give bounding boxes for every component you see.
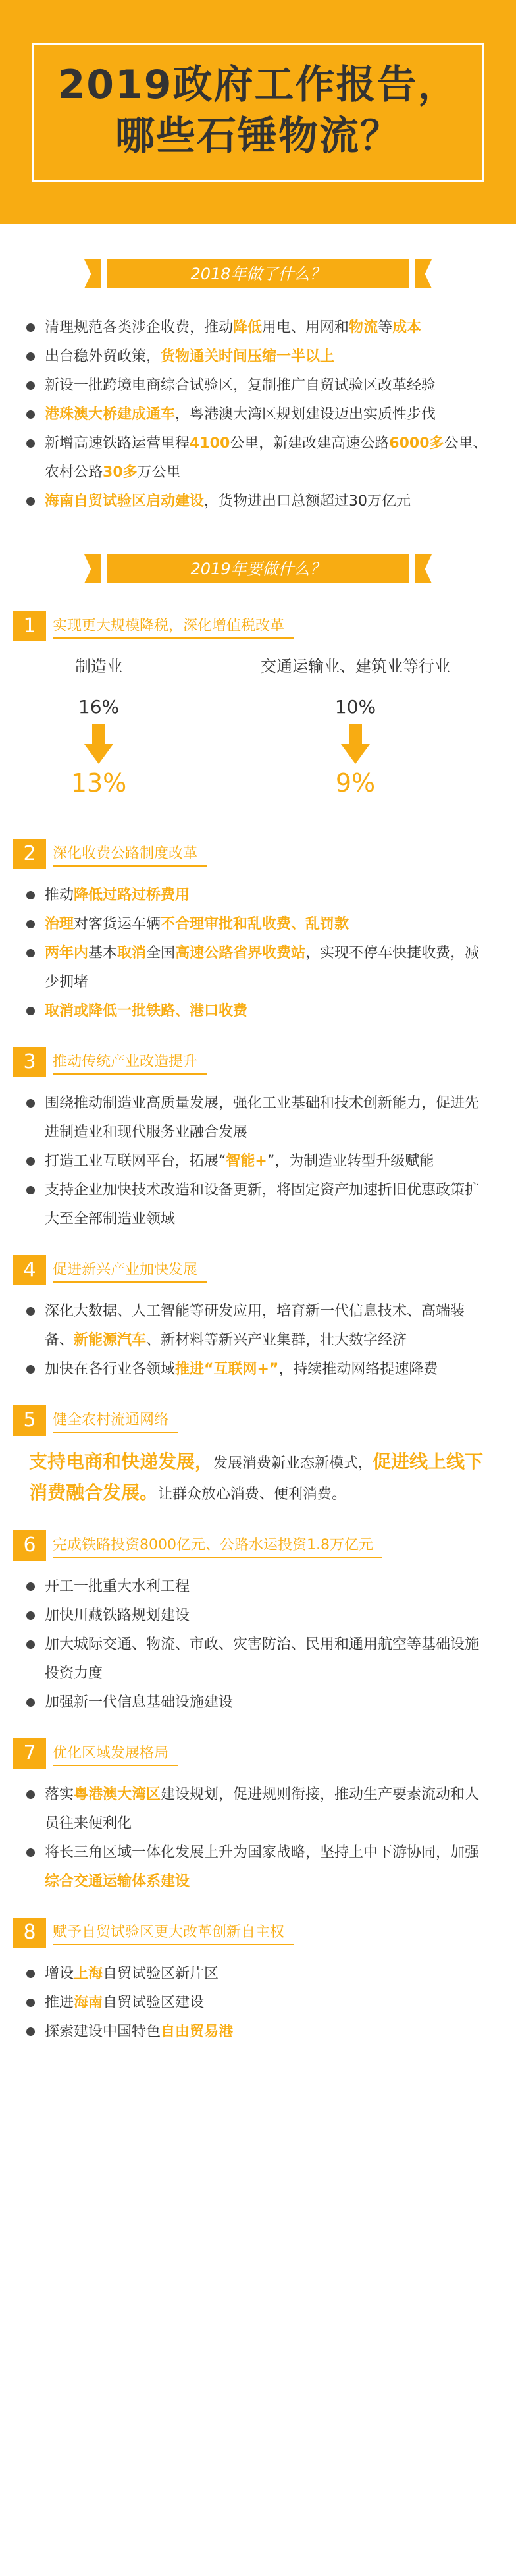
title-line-1: 2019政府工作报告， bbox=[57, 62, 459, 108]
section-title: 健全农村流通网络 bbox=[53, 1408, 178, 1433]
section-title: 赋予自贸试验区更大改革创新自主权 bbox=[53, 1920, 294, 1945]
list-item bbox=[24, 1838, 490, 1896]
section-header bbox=[13, 1918, 516, 1948]
body-text: 探索建设中国特色 bbox=[45, 2024, 161, 2040]
body-text: 深化大数据、人工智能等研发应用，培育新一代信息技术、高端装备、 bbox=[45, 1303, 465, 1349]
section-header bbox=[13, 839, 516, 869]
tax-rate-after: 9% bbox=[335, 768, 376, 797]
body-text: 等 bbox=[378, 319, 393, 336]
bullet-icon bbox=[26, 323, 35, 332]
highlight-text: 促进线上线下消费融合发展。 bbox=[29, 1451, 484, 1503]
body-text: 将长三角区域一体化发展上升为国家战略，坚持上中下游协同，加强 bbox=[45, 1844, 480, 1861]
body-text: 自贸试验区新片区 bbox=[103, 1966, 219, 1982]
bullet-icon bbox=[26, 1848, 35, 1857]
body-text: 加快在各行业各领域 bbox=[45, 1361, 176, 1378]
list-item bbox=[24, 342, 490, 371]
section-header bbox=[13, 611, 516, 641]
highlight-text: 上海 bbox=[74, 1966, 103, 1982]
banner-2018-label: 2018年做了什么？ bbox=[190, 265, 326, 283]
section-number: 4 bbox=[13, 1255, 46, 1285]
body-text: 围绕推动制造业高质量发展，强化工业基础和技术创新能力，促进先进制造业和现代服务业融合发展 bbox=[45, 1095, 480, 1140]
section-list bbox=[0, 1297, 516, 1384]
arrow-down-icon bbox=[341, 724, 370, 764]
bullet-icon bbox=[26, 1007, 35, 1015]
body-text: ，持续推动网络提速降费 bbox=[278, 1361, 438, 1378]
bullet-icon bbox=[26, 1365, 35, 1374]
body-text: 公里、农村公路 bbox=[45, 435, 488, 481]
body-text: 出台稳外贸政策， bbox=[45, 348, 161, 365]
section-header bbox=[13, 1047, 516, 1077]
body-text: 万公里 bbox=[137, 464, 181, 481]
bullet-icon bbox=[26, 1611, 35, 1620]
highlight-text: 取消 bbox=[117, 945, 147, 961]
body-text: 推进 bbox=[45, 1995, 74, 2011]
list-item bbox=[24, 1989, 490, 2018]
list-item bbox=[24, 1630, 490, 1688]
section-number: 8 bbox=[13, 1918, 46, 1948]
section-list bbox=[0, 1572, 516, 1717]
highlight-text: 成本 bbox=[392, 319, 422, 336]
section-number: 1 bbox=[13, 611, 46, 641]
section-list bbox=[0, 1781, 516, 1896]
bullet-icon bbox=[26, 1790, 35, 1799]
highlight-text: 综合交通运输体系建设 bbox=[45, 1873, 190, 1890]
list-item bbox=[24, 1355, 490, 1384]
page-title bbox=[0, 59, 516, 162]
body-text: ，货物进出口总额超过30万亿元 bbox=[204, 493, 411, 510]
section-list bbox=[0, 881, 516, 1026]
arrow-down-icon bbox=[84, 724, 113, 764]
section-header bbox=[13, 1738, 516, 1769]
body-text: 加快川藏铁路规划建设 bbox=[45, 1607, 190, 1624]
sections-2019 bbox=[0, 611, 516, 2047]
list-item bbox=[24, 910, 490, 939]
bullet-icon bbox=[26, 1582, 35, 1591]
list-item bbox=[24, 997, 490, 1026]
bullet-icon bbox=[26, 1157, 35, 1166]
bullet-icon bbox=[26, 352, 35, 361]
body-text: 加强新一代信息基础设施建设 bbox=[45, 1694, 234, 1711]
list-item bbox=[24, 1601, 490, 1630]
section-header bbox=[13, 1530, 516, 1561]
highlight-text: 降低过路过桥费用 bbox=[74, 887, 190, 903]
section-list bbox=[0, 1089, 516, 1234]
bullet-icon bbox=[26, 949, 35, 957]
title-line-2: 哪些石锤物流？ bbox=[115, 113, 401, 159]
highlight-text: 粤港澳大湾区 bbox=[74, 1786, 161, 1803]
highlight-text: 6000多 bbox=[389, 435, 444, 452]
banner-2019-label: 2019年要做什么？ bbox=[190, 560, 326, 578]
bullet-icon bbox=[26, 1307, 35, 1316]
list-item bbox=[24, 1781, 490, 1838]
list-item bbox=[24, 2018, 490, 2047]
list-item bbox=[24, 429, 490, 487]
tax-rate-before: 16% bbox=[78, 696, 120, 718]
tax-column bbox=[224, 653, 487, 799]
section-header bbox=[13, 1255, 516, 1285]
tax-category: 制造业 bbox=[75, 657, 122, 676]
bullet-icon bbox=[26, 1999, 35, 2007]
highlight-text: 降低 bbox=[233, 319, 263, 336]
bullet-icon bbox=[26, 439, 35, 448]
section-title: 优化区域发展格局 bbox=[53, 1741, 178, 1766]
banner-2019 bbox=[78, 548, 438, 590]
highlight-text: 支持电商和快递发展， bbox=[29, 1451, 214, 1472]
list-item bbox=[24, 881, 490, 910]
highlight-text: 取消或降低一批铁路、港口收费 bbox=[45, 1003, 248, 1019]
banner-2018 bbox=[78, 253, 438, 295]
bullet-icon bbox=[26, 1970, 35, 1978]
list-item bbox=[24, 1572, 490, 1601]
bullet-icon bbox=[26, 1099, 35, 1108]
list-item bbox=[24, 487, 490, 516]
list-2018 bbox=[0, 313, 516, 516]
body-text: 落实 bbox=[45, 1786, 74, 1803]
highlight-text: 治理 bbox=[45, 916, 74, 932]
highlight-text: 两年内 bbox=[45, 945, 89, 961]
body-text: 全国 bbox=[146, 945, 176, 961]
tax-rate-chart bbox=[0, 653, 516, 818]
highlight-text: 自由贸易港 bbox=[161, 2024, 234, 2040]
tax-category: 交通运输业、建筑业等行业 bbox=[261, 657, 450, 676]
body-text: 对客货运车辆 bbox=[74, 916, 161, 932]
highlight-text: 新能源汽车 bbox=[74, 1332, 147, 1349]
section-title: 促进新兴产业加快发展 bbox=[53, 1258, 207, 1283]
highlight-text: 货物通关时间压缩一半以上 bbox=[161, 348, 335, 365]
tax-column bbox=[39, 653, 158, 799]
section-number: 5 bbox=[13, 1405, 46, 1436]
list-item bbox=[24, 1297, 490, 1355]
highlight-text: 4100 bbox=[190, 435, 230, 452]
list-item bbox=[24, 400, 490, 429]
body-text: 打造工业互联网平台，拓展“ bbox=[45, 1153, 226, 1169]
list-item bbox=[24, 1688, 490, 1717]
body-text: 新设一批跨境电商综合试验区，复制推广自贸试验区改革经验 bbox=[45, 377, 436, 394]
bullet-icon bbox=[26, 2027, 35, 2036]
highlight-text: 港珠澳大桥建成通车 bbox=[45, 406, 176, 423]
highlight-text: 海南 bbox=[74, 1995, 103, 2011]
body-text: 自贸试验区建设 bbox=[103, 1995, 205, 2011]
section-title: 实现更大规模降税，深化增值税改革 bbox=[53, 614, 294, 639]
section-number: 3 bbox=[13, 1047, 46, 1077]
highlight-text: 海南自贸试验区启动建设 bbox=[45, 493, 205, 510]
section-title: 完成铁路投资8000亿元、公路水运投资1.8万亿元 bbox=[53, 1533, 382, 1558]
section-title: 推动传统产业改造提升 bbox=[53, 1050, 207, 1075]
hero-header bbox=[0, 0, 516, 224]
body-text: 增设 bbox=[45, 1966, 74, 1982]
list-item bbox=[24, 371, 490, 400]
highlight-text: 物流 bbox=[349, 319, 378, 336]
body-text: 新增高速铁路运营里程 bbox=[45, 435, 190, 452]
body-text: ”，为制造业转型升级赋能 bbox=[267, 1153, 434, 1169]
section-number: 2 bbox=[13, 839, 46, 869]
body-text: 清理规范各类涉企收费，推动 bbox=[45, 319, 234, 336]
bullet-icon bbox=[26, 1640, 35, 1649]
list-item bbox=[24, 1960, 490, 1989]
highlight-text: 高速公路省界收费站 bbox=[175, 945, 306, 961]
list-item bbox=[24, 1176, 490, 1234]
body-text: 让群众放心消费、便利消费。 bbox=[158, 1486, 347, 1503]
body-text: 用电、用网和 bbox=[262, 319, 349, 336]
body-text: ，粤港澳大湾区规划建设迈出实质性步伐 bbox=[175, 406, 436, 423]
highlight-text: 推进“互联网+” bbox=[175, 1361, 279, 1378]
highlight-text: 不合理审批和乱收费、乱罚款 bbox=[161, 916, 349, 932]
body-text: 、新材料等新兴产业集群，壮大数字经济 bbox=[146, 1332, 407, 1349]
bullet-icon bbox=[26, 497, 35, 506]
body-text: 基本 bbox=[88, 945, 118, 961]
section-title: 深化收费公路制度改革 bbox=[53, 842, 207, 867]
bullet-icon bbox=[26, 920, 35, 928]
highlight-text: 智能+ bbox=[226, 1153, 267, 1169]
tax-rate-after: 13% bbox=[70, 768, 127, 797]
highlight-text: 30多 bbox=[103, 464, 138, 481]
body-text: 建设规划，促进规则衔接，推动生产要素流动和人员往来便利化 bbox=[45, 1786, 480, 1832]
section-paragraph bbox=[0, 1447, 516, 1509]
section-number: 6 bbox=[13, 1530, 46, 1561]
body-text: 开工一批重大水利工程 bbox=[45, 1578, 190, 1595]
list-item bbox=[24, 313, 490, 342]
list-item bbox=[24, 939, 490, 997]
body-text: 公里，新建改建高速公路 bbox=[230, 435, 390, 452]
body-text: ，实现不停车快捷收费，减少拥堵 bbox=[45, 945, 480, 990]
body-text: 加大城际交通、物流、市政、灾害防治、民用和通用航空等基础设施投资力度 bbox=[45, 1636, 480, 1682]
bullet-icon bbox=[26, 410, 35, 419]
list-item bbox=[24, 1089, 490, 1147]
section-header bbox=[13, 1405, 516, 1436]
bullet-icon bbox=[26, 381, 35, 390]
body-text: 推动 bbox=[45, 887, 74, 903]
list-item bbox=[24, 1147, 490, 1176]
section-number: 7 bbox=[13, 1738, 46, 1769]
bullet-icon bbox=[26, 1698, 35, 1707]
bullet-icon bbox=[26, 891, 35, 899]
body-text: 发展消费新业态新模式， bbox=[213, 1455, 373, 1472]
bullet-icon bbox=[26, 1186, 35, 1194]
body-text: 支持企业加快技术改造和设备更新，将固定资产加速折旧优惠政策扩大至全部制造业领域 bbox=[45, 1182, 480, 1227]
tax-rate-before: 10% bbox=[334, 696, 376, 718]
section-list bbox=[0, 1960, 516, 2047]
